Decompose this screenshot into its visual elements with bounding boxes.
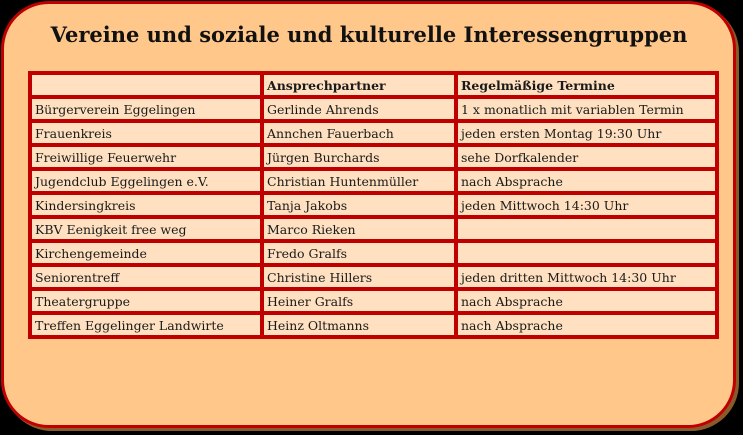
contact-name: Fredo Gralfs — [262, 241, 456, 265]
contact-name: Gerlinde Ahrends — [262, 97, 456, 121]
contact-name: Christine Hillers — [262, 265, 456, 289]
group-name: Kirchengemeinde — [30, 241, 262, 265]
page-title: Vereine und soziale und kulturelle Interessengruppen — [50, 22, 688, 47]
header-cell-schedule: Regelmäßige Termine — [456, 73, 717, 97]
group-name: Bürgerverein Eggelingen — [30, 97, 262, 121]
table-row — [30, 121, 717, 145]
table-row — [30, 97, 717, 121]
group-name: Jugendclub Eggelingen e.V. — [30, 169, 262, 193]
table-row — [30, 145, 717, 169]
contact-name: Heinz Oltmanns — [262, 313, 456, 337]
schedule: jeden Mittwoch 14:30 Uhr — [456, 193, 717, 217]
contact-name: Annchen Fauerbach — [262, 121, 456, 145]
header-cell-contact: Ansprechpartner — [262, 73, 456, 97]
group-name: Freiwillige Feuerwehr — [30, 145, 262, 169]
contact-name: Jürgen Burchards — [262, 145, 456, 169]
group-name: Theatergruppe — [30, 289, 262, 313]
schedule: 1 x monatlich mit variablen Termin — [456, 97, 717, 121]
groups-table — [28, 71, 719, 339]
group-name: Frauenkreis — [30, 121, 262, 145]
contact-name: Christian Huntenmüller — [262, 169, 456, 193]
header-cell-group — [30, 73, 262, 97]
group-name: Treffen Eggelinger Landwirte — [30, 313, 262, 337]
schedule: nach Absprache — [456, 289, 717, 313]
schedule: jeden ersten Montag 19:30 Uhr — [456, 121, 717, 145]
schedule: jeden dritten Mittwoch 14:30 Uhr — [456, 265, 717, 289]
contact-name: Heiner Gralfs — [262, 289, 456, 313]
table-row — [30, 289, 717, 313]
schedule: sehe Dorfkalender — [456, 145, 717, 169]
table-row — [30, 193, 717, 217]
table-row — [30, 217, 717, 241]
groups-panel — [1, 1, 736, 428]
table-row — [30, 265, 717, 289]
group-name: KBV Eenigkeit free weg — [30, 217, 262, 241]
table-row — [30, 313, 717, 337]
schedule: nach Absprache — [456, 313, 717, 337]
schedule — [456, 241, 717, 265]
contact-name: Tanja Jakobs — [262, 193, 456, 217]
contact-name: Marco Rieken — [262, 217, 456, 241]
table-row — [30, 169, 717, 193]
table-header-row — [30, 73, 717, 97]
table-row — [30, 241, 717, 265]
schedule — [456, 217, 717, 241]
group-name: Kindersingkreis — [30, 193, 262, 217]
group-name: Seniorentreff — [30, 265, 262, 289]
schedule: nach Absprache — [456, 169, 717, 193]
